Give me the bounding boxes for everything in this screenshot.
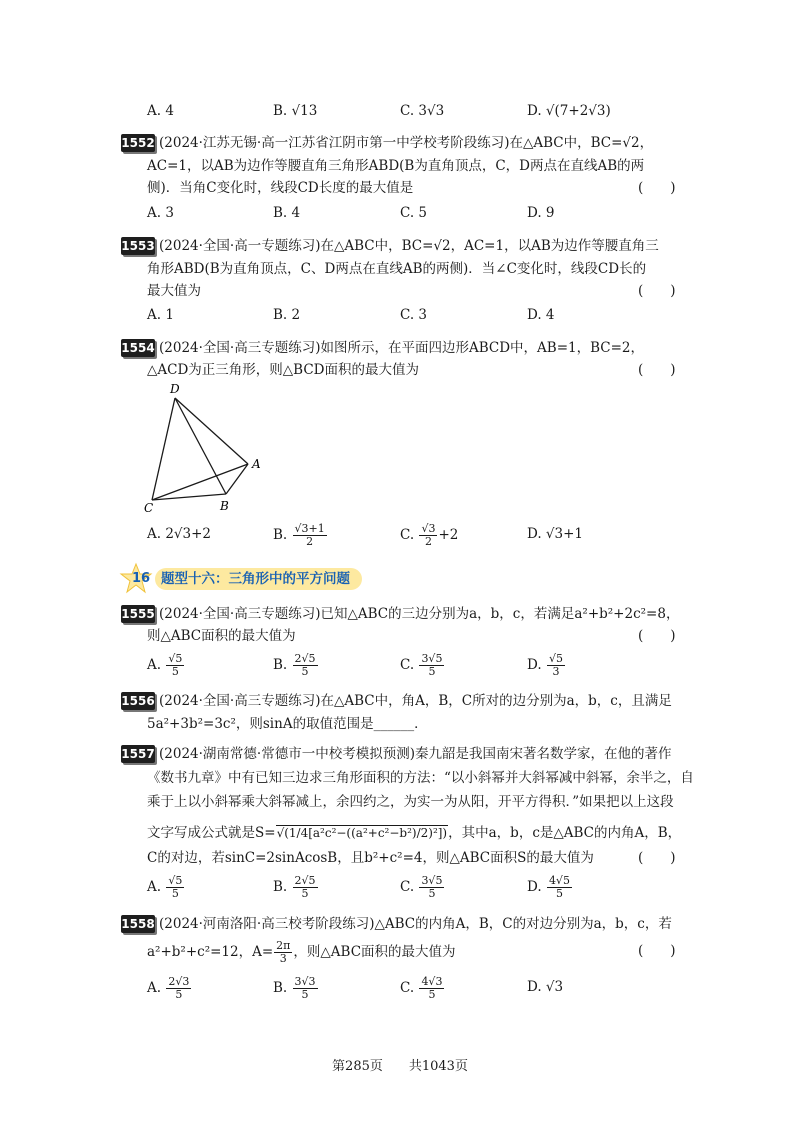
question-line: (2024·河南洛阳·高三校考阶段练习)△ABC的内角A，B，C的对边分别为a，b，c，若 [159,916,672,932]
question-line: 《数书九章》中有已知三边求三角形面积的方法：“以小斜幂并大斜幂减中斜幂，余半之，自 [147,770,694,786]
fraction [293,976,318,1001]
question-number: 1554 [121,341,155,355]
option-c: C. 5 [400,205,428,221]
fraction [166,976,191,1001]
denominator: 5 [428,988,436,1001]
option-prefix: A. [147,980,162,996]
numerator: 2√5 [294,652,316,665]
question-number: 1558 [121,917,155,931]
numerator: √5 [168,874,183,887]
fraction [419,523,437,548]
question-number: 1556 [121,694,155,708]
denominator: 2 [306,535,314,548]
numerator: 2√3 [168,975,190,988]
section-title: 题型十六：三角形中的平方问题 [155,568,362,590]
fraction [274,940,292,965]
denominator: 5 [301,887,309,900]
option-b [273,875,319,900]
line-prefix: a²+b²+c²=12，A= [147,944,274,960]
option-c [400,976,445,1001]
question-line: (2024·全国·高三专题练习)如图所示，在平面四边形ABCD中，AB=1，BC=2， [159,340,645,356]
option-c: C. 3√3 [400,103,445,119]
denominator: 5 [171,665,179,678]
fraction [293,875,318,900]
option-b: B. √13 [273,103,318,119]
numerator: √5 [168,652,183,665]
fraction [419,653,444,678]
option-a: A. 4 [147,103,174,119]
option-a: A. 3 [147,205,174,221]
option-prefix: C. [400,980,415,996]
options-row [0,652,800,678]
answer-blank: ( ) [638,943,676,959]
options-row [0,304,800,326]
answer-blank: ( ) [638,362,676,378]
denominator: 5 [175,988,183,1001]
option-d: D. 9 [527,205,555,221]
question-line: (2024·全国·高三专题练习)在△ABC中，角A，B，C所对的边分别为a，b，c，且满足 [159,693,672,709]
option-prefix: C. [400,527,415,543]
vertex-a-label: A [252,457,261,471]
fraction [293,523,327,548]
denominator: 2 [424,535,432,548]
edge-db [175,398,226,494]
fraction [419,976,444,1001]
fraction [419,875,444,900]
denominator: 3 [279,952,287,965]
option-prefix: A. [147,879,162,895]
option-c [400,523,458,548]
question-line: 侧)．当角C变化时，线段CD长度的最大值是 [147,180,414,196]
question-line [147,940,456,965]
option-c: C. 3 [400,307,428,323]
option-b: B. 2 [273,307,301,323]
denominator: 5 [301,988,309,1001]
option-d: D. √3+1 [527,526,584,542]
answer-blank: ( ) [638,283,676,299]
option-prefix: B. [273,657,288,673]
numerator: 3√5 [421,874,443,887]
vertex-d-label: D [170,382,180,396]
question-line: 5a²+3b²=3c²，则sinA的取值范围是______． [147,716,428,732]
question-line: (2024·江苏无锡·高一江苏省江阴市第一中学校考阶段练习)在△ABC中，BC=√2， [159,135,654,151]
denominator: 5 [428,665,436,678]
option-d: D. √3 [527,979,564,995]
option-prefix: C. [400,657,415,673]
answer-blank: ( ) [638,180,676,196]
option-b [273,976,319,1001]
question-number: 1553 [121,239,155,253]
option-b [273,653,319,678]
question-line [147,822,681,844]
fraction [547,653,565,678]
option-a [147,875,185,900]
vertex-b-label: B [220,499,229,513]
option-a [147,976,192,1001]
option-prefix: B. [273,879,288,895]
question-line: C的对边，若sinC=2sinAcosB，且b²+c²=4，则△ABC面积S的最大值为 [147,850,594,866]
denominator: 3 [552,665,560,678]
denominator: 5 [428,887,436,900]
vertex-c-label: C [144,501,154,515]
option-d [527,653,566,678]
option-a: A. 1 [147,307,174,323]
numerator: 2√5 [294,874,316,887]
answer-blank: ( ) [638,628,676,644]
options-row [0,202,800,224]
question-line: (2024·全国·高一专题练习)在△ABC中，BC=√2，AC=1，以AB为边作等腰直角三 [159,238,659,254]
question-line: AC=1，以AB为边作等腰直角三角形ABD(B为直角顶点，C，D两点在直线AB的两 [147,158,645,174]
option-a: A. 2√3+2 [147,526,212,542]
question-line: 角形ABD(B为直角顶点，C、D两点在直线AB的两侧)．当∠C变化时，线段CD长的 [147,261,647,277]
question-number: 1557 [121,747,155,761]
question-line: (2024·湖南常德·常德市一中校考模拟预测)秦九韶是我国南宋著名数学家，在他的著作 [159,746,672,762]
question-line: 最大值为 [147,283,201,299]
question-line: 则△ABC面积的最大值为 [147,628,296,644]
numerator: 3√3 [294,975,316,988]
fraction [166,875,184,900]
fraction [166,653,184,678]
option-d: D. 4 [527,307,555,323]
option-prefix: A. [147,657,162,673]
option-prefix: B. [273,980,288,996]
denominator: 5 [555,887,563,900]
formula-prefix: 文字写成公式就是S= [147,825,276,841]
option-prefix: B. [273,527,288,543]
numerator: 4√5 [548,874,570,887]
denominator: 5 [171,887,179,900]
option-suffix: +2 [438,527,459,543]
option-c [400,653,445,678]
numerator: 3√5 [421,652,443,665]
options-row [0,874,800,900]
line-suffix: ，则△ABC面积的最大值为 [293,944,456,960]
numerator: √3+1 [294,522,325,535]
numerator: 2π [276,939,291,952]
question-line: (2024·全国·高三专题练习)已知△ABC的三边分别为a，b，c，若满足a²+b²+2c²=8， [159,606,680,622]
formula: √(1/4[a²c²−((a²+c²−b²)/2)²]) [276,826,448,840]
question-line: 乘于上以小斜幂乘大斜幂减上，余四约之，为实一为从阳，开平方得积．”如果把以上这段 [147,794,674,810]
section-number: 16 [131,571,151,586]
option-b [273,523,328,548]
quadrilateral-figure [140,380,280,515]
question-number: 1555 [121,607,155,621]
option-prefix: C. [400,879,415,895]
numerator: √3 [421,522,436,535]
options-row [0,522,800,548]
options-row-prev [0,100,800,122]
options-row [0,975,800,1001]
option-d: D. √(7+2√3) [527,103,611,119]
option-prefix: D. [527,657,542,673]
option-c [400,875,445,900]
edge-da [175,398,248,464]
option-b: B. 4 [273,205,301,221]
option-a [147,653,185,678]
fraction [293,653,318,678]
edge-dc [152,398,175,500]
answer-blank: ( ) [638,850,676,866]
option-prefix: D. [527,879,542,895]
page-footer: 第285页 共1043页 [332,1059,468,1074]
option-d [527,875,573,900]
edge-cb [152,494,226,500]
question-number: 1552 [121,136,155,150]
question-line: △ACD为正三角形，则△BCD面积的最大值为 [147,362,419,378]
numerator: √5 [548,652,563,665]
denominator: 5 [301,665,309,678]
formula-suffix: ，其中a，b，c是△ABC的内角A，B， [448,825,682,841]
edge-ca [152,464,248,500]
numerator: 4√3 [421,975,443,988]
fraction [547,875,572,900]
